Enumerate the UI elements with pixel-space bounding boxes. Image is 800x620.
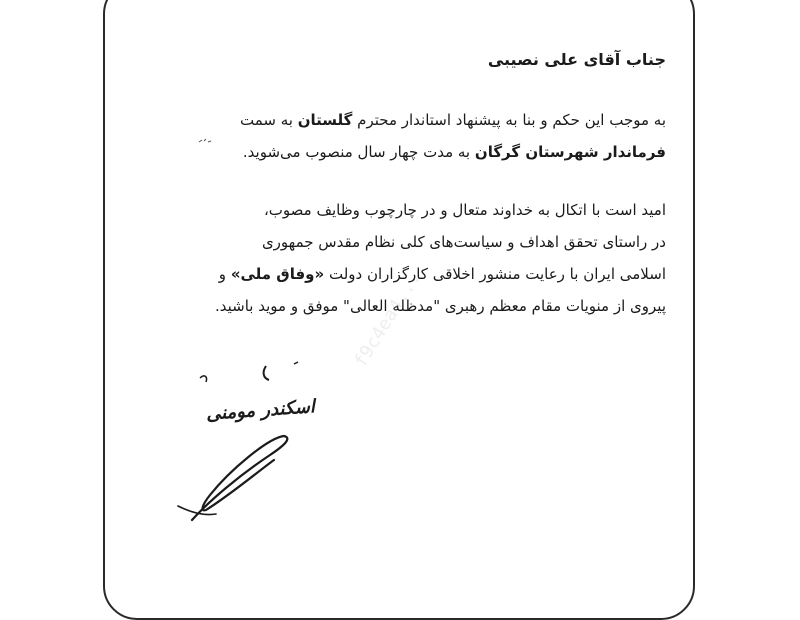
appointment-text-1a: به موجب این حکم و بنا به پیشنهاد استاندار محترم [357, 111, 666, 129]
appointment-text-2b: به مدت چهار سال منصوب می‌شوید. [242, 143, 471, 161]
wishes-line-2: در راستای تحقق اهداف و سیاست‌های کلی نظام مقدس جمهوری [261, 233, 666, 251]
ink-speck-icon [198, 138, 212, 144]
position-title: فرماندار شهرستان گرگان [474, 143, 666, 161]
signature-name: اسکندر مومنی [205, 396, 316, 425]
salutation: جناب آقای علی نصیبی [487, 50, 666, 69]
wishes-text-3a: اسلامی ایران با رعایت منشور اخلاقی کارگزاران دولت [328, 265, 666, 283]
national-accord-label: «وفاق ملی» [230, 265, 325, 283]
province-name: گلستان [297, 111, 353, 129]
appointment-text-1c: به سمت [239, 111, 293, 129]
signature-scribble-icon [170, 360, 370, 530]
appointment-line-2 [140, 136, 666, 168]
watermark-text: f9c4ea4... [350, 268, 426, 372]
wishes-line-4: پیروی از منویات مقام معظم رهبری "مدظله العالی" موفق و موید باشید. [214, 297, 666, 315]
appointment-line-1 [140, 104, 666, 136]
appointment-paragraph [140, 104, 666, 168]
wishes-line-1: امید است با اتکال به خداوند متعال و در چارچوب وظایف مصوب، [263, 201, 666, 219]
wishes-text-3c: و [218, 265, 227, 283]
